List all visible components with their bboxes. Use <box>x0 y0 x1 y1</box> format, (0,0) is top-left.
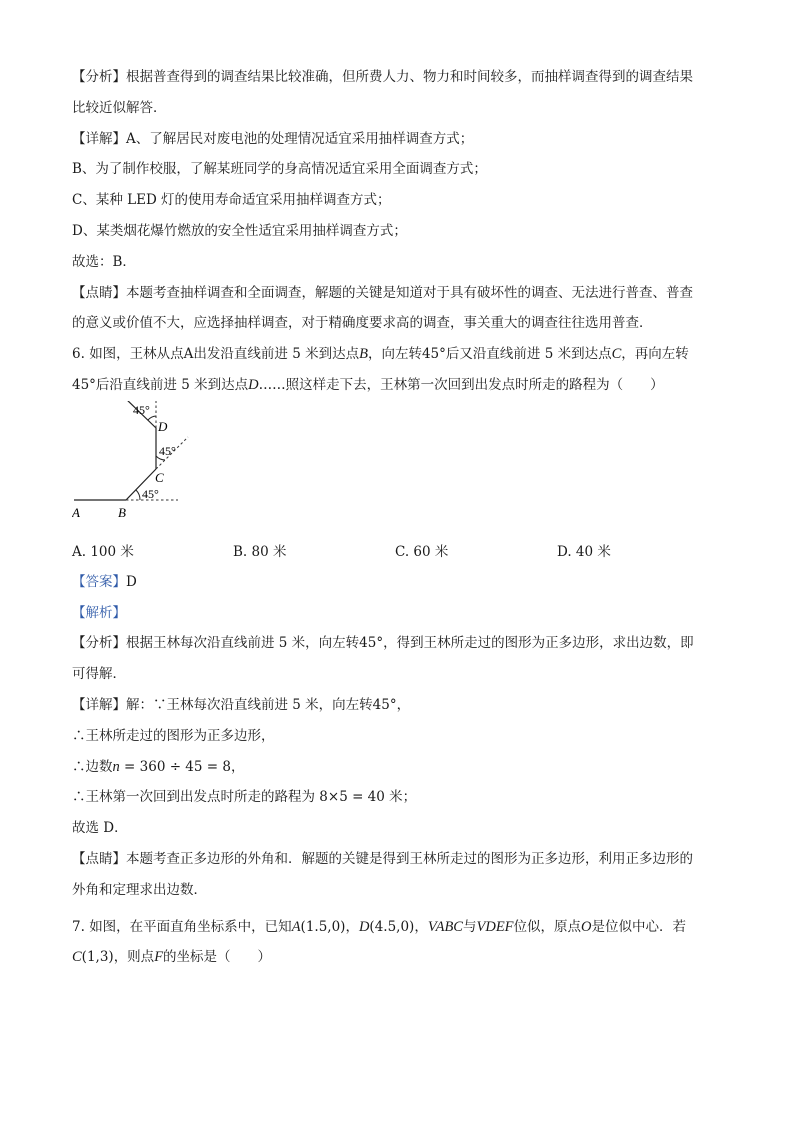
question-text: 如图，王林从点A出发沿直线前进 5 米到达点 <box>89 346 360 363</box>
point-label: D <box>248 376 259 393</box>
q6-analysis-line-2 <box>72 659 732 690</box>
question-text: ，再向左转 <box>621 346 689 363</box>
question-text: ，则点 <box>113 949 155 966</box>
q6-explain-header <box>72 598 732 629</box>
point-label: B <box>359 346 368 363</box>
detail-tag: 【详解】 <box>72 130 126 147</box>
document-page <box>72 62 732 973</box>
comment-tag: 【点睛】 <box>72 850 126 867</box>
question-text: 位似，原点 <box>513 918 582 935</box>
answer-value: D <box>126 573 137 590</box>
point-d-label: D <box>158 418 168 434</box>
angle-arc-b <box>136 490 140 500</box>
detail-text: B、为了制作校服，了解某班同学的身高情况适宜采用全面调查方式； <box>72 161 487 178</box>
q6-path-figure <box>72 401 272 531</box>
q6-stem-line-2 <box>72 370 732 401</box>
point-label: D <box>358 918 370 935</box>
point-label: O <box>581 918 592 935</box>
angle-label-c: 45° <box>159 443 176 458</box>
question-text: 是位似中心．若 <box>591 918 687 935</box>
choice-c: C. 60 米 <box>395 543 449 560</box>
q6-answer <box>72 567 732 598</box>
q6-stem-line-1 <box>72 339 732 370</box>
q6-comment-line-2 <box>72 875 732 906</box>
q6-detail-line-3 <box>72 752 732 783</box>
q5-detail-b <box>72 154 732 185</box>
question-text: 如图，在平面直角坐标系中，已知 <box>89 918 292 935</box>
point-label: C <box>611 346 622 363</box>
angle-label-b: 45° <box>142 486 159 501</box>
analysis-text: 比较近似解答． <box>72 99 167 116</box>
analysis-text: 可得解． <box>72 666 126 683</box>
coordinate: (4.5,0) <box>369 918 415 935</box>
choice-a: A. 100 米 <box>72 543 134 560</box>
point-label: A <box>291 918 301 935</box>
question-text: 45°后沿直线前进 5 米到达点 <box>72 376 249 393</box>
comment-text: 本题考查正多边形的外角和．解题的关键是得到王林所走过的图形为正多边形，利用正多边形的 <box>126 850 693 867</box>
point-label: F <box>154 949 164 966</box>
q6-detail-line-1 <box>72 690 732 721</box>
point-label: C <box>72 949 82 966</box>
question-number: 6. <box>72 346 85 363</box>
q5-detail-a <box>72 124 732 155</box>
q5-conclusion <box>72 247 732 278</box>
detail-tag: 【详解】 <box>72 696 126 713</box>
coordinate: (1,3) <box>81 949 114 966</box>
explain-tag: 【解析】 <box>72 604 126 621</box>
variable-n: n <box>112 758 120 775</box>
detail-text: 解：∵王林每次沿直线前进 5 米，向左转45°， <box>126 696 411 713</box>
conclusion-text: 故选 D． <box>72 820 128 837</box>
coordinate: (1.5,0) <box>300 918 346 935</box>
triangle-label: VABC <box>427 918 463 935</box>
separator: ， <box>345 918 359 935</box>
q5-detail-d <box>72 216 732 247</box>
analysis-tag: 【分析】 <box>72 635 126 652</box>
answer-tag: 【答案】 <box>72 573 126 590</box>
question-text: 的坐标是（ ） <box>163 949 272 966</box>
comment-text: 的意义或价值不大，应选择抽样调查，对于精确度要求高的调查，事关重大的调查往往选用普查． <box>72 315 653 332</box>
detail-text: ∴王林所走过的图形为正多边形， <box>72 727 275 744</box>
q5-comment-line-2 <box>72 308 732 339</box>
q5-analysis-line-1 <box>72 62 732 93</box>
q7-stem-line-2 <box>72 942 732 973</box>
detail-text: = 360 ÷ 45 = 8， <box>119 758 245 775</box>
q6-comment-line-1 <box>72 844 732 875</box>
triangle-label: VDEF <box>476 918 514 935</box>
detail-text: ∴王林第一次回到出发点时所走的路程为 8×5 = 40 米； <box>72 789 417 806</box>
detail-text: ∴边数 <box>72 758 113 775</box>
question-text: 与 <box>462 918 477 935</box>
detail-text: C、某种 LED 灯的使用寿命适宜采用抽样调查方式； <box>72 192 391 209</box>
q5-comment-line-1 <box>72 278 732 309</box>
q5-analysis-line-2 <box>72 93 732 124</box>
angle-label-d: 45° <box>133 402 150 417</box>
q7-stem-line-1 <box>72 912 732 943</box>
analysis-tag: 【分析】 <box>72 69 126 85</box>
point-a-label: A <box>72 504 80 520</box>
point-b-label: B <box>118 504 126 520</box>
detail-text: D、某类烟花爆竹燃放的安全性适宜采用抽样调查方式； <box>72 222 407 239</box>
q6-conclusion <box>72 813 732 844</box>
separator: ， <box>414 918 428 935</box>
q6-detail-line-2 <box>72 721 732 752</box>
comment-text: 本题考查抽样调查和全面调查，解题的关键是知道对于具有破坏性的调查、无法进行普查、普查 <box>126 284 693 301</box>
q5-detail-c <box>72 185 732 216</box>
question-text: ，向左转45°后又沿直线前进 5 米到达点 <box>367 346 612 363</box>
choice-b: B. 80 米 <box>233 543 287 560</box>
question-number: 7. <box>72 918 85 935</box>
q6-choices <box>72 537 732 567</box>
detail-text: A、了解居民对废电池的处理情况适宜采用抽样调查方式； <box>126 130 474 147</box>
point-c-label: C <box>155 469 164 485</box>
comment-text: 外角和定理求出边数． <box>72 881 207 898</box>
q6-analysis-line-1 <box>72 628 732 659</box>
q6-detail-line-4 <box>72 782 732 813</box>
analysis-text: 根据王林每次沿直线前进 5 米，向左转45°，得到王林所走过的图形为正多边形，求出边数，即 <box>126 635 694 652</box>
conclusion-text: 故选：B． <box>72 253 136 270</box>
path-diagram <box>72 401 272 531</box>
choice-d: D. 40 米 <box>557 543 611 560</box>
comment-tag: 【点睛】 <box>72 284 126 301</box>
analysis-text: 根据普查得到的调查结果比较准确，但所费人力、物力和时间较多，而抽样调查得到的调查结果 <box>126 69 693 85</box>
question-text: ……照这样走下去，王林第一次回到出发点时所走的路程为（ ） <box>258 376 664 393</box>
